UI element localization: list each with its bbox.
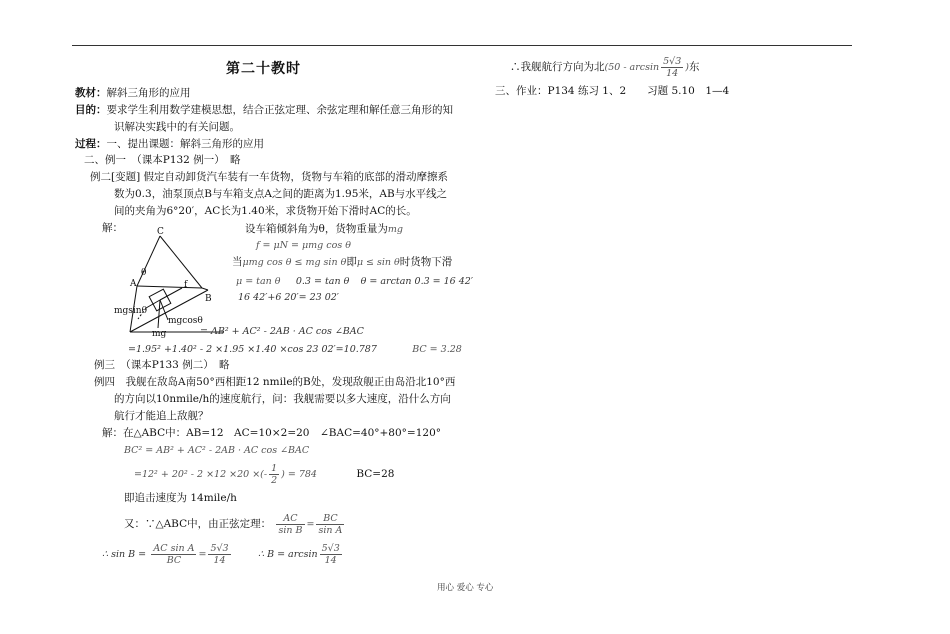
ship-direction-line [510,55,699,80]
ex2-result: BC = 3.28 [412,344,462,355]
ex2-line-1: 例二[变题] 假定自动卸货汽车装有一车货物，货物与车箱的底部的滑动摩擦系 [90,171,449,183]
ex4-solution-line: 解：在△ABC中：AB=12 AC=10×2=20 ∠BAC=40°+80°=120° [102,427,442,439]
ex4-sine-left-fraction [276,513,304,536]
ex4-calc-1: =12² + 20² - 2 ×12 ×20 ×(- [134,469,268,480]
parallel-component-vector [146,300,160,308]
bed-tip [202,288,208,290]
ex2-setup-line [245,222,403,237]
ex4-sine-rnum: BC [316,513,344,525]
direction-text: ∴我舰航行方向为北 [510,61,605,73]
label-f: f [184,280,188,290]
ex4-sinb-vden: 14 [213,554,226,566]
ex2-tan-line [236,274,473,289]
ex4-speed-line: 即追击速度为 14mile/h [124,492,237,504]
ex4-sine-lden: sin B [278,524,303,536]
homework-line: 三、作业：P134 练习 1、2 习题 5.10 1—4 [495,85,730,97]
ex2-when-1: 当 [232,256,243,268]
process-label: 过程： [75,138,107,150]
ex4-b-num: 5√3 [321,542,340,554]
ex2-line-2: 数为0.3，油泵顶点B与车箱支点A之间的距离为1.95米，AB与水平线之 [114,188,448,200]
goal-label: 目的： [75,104,107,116]
ex4-b-den: 14 [324,554,337,566]
label-c: C [157,227,164,237]
material-text: 解斜三角形的应用 [106,87,191,99]
ex4-sine-lnum: AC [276,513,304,525]
direction-east: 东 [688,61,700,73]
ex2-when-4: μ ≤ sin θ [356,257,400,268]
ex4-sinb-eq: = [198,549,207,560]
ex2-tan-2: 0.3 = tan θ [295,276,350,287]
ex4-sine-right-fraction [316,513,344,536]
ex4-calc-num: 1 [271,462,278,474]
ex2-calc: =1.95² +1.40² - 2 ×1.95 ×1.40 ×cos 23 02′=10.787 [128,344,377,355]
ex2-setup-mg: mg [387,224,403,235]
ex4-bc: BC=28 [356,468,395,480]
ex4-line-1: 例四 我舰在敌岛A南50°西相距12 nmile的B处，发现敌舰正由岛沿北10°西 [94,376,456,388]
ex2-when-5: 时货物下滑 [399,256,453,268]
ex4-sinb-line [102,542,233,567]
ex4-sinb-fraction [151,543,196,566]
ex2-setup-text: 设车箱倾斜角为θ，货物重量为 [245,223,388,235]
ex4-sine-law-line: 又：∵△ABC中，由正弦定理： $\frac{AC}{\text{sin B}}$ = $\frac{BC}{\text{sin A}}$ [124,512,343,536]
label-b: B [205,294,212,304]
normal-component-vector [160,300,168,320]
side-ab [137,286,202,288]
goal-line-2: 识解决实践中的有关问题。 [114,121,240,133]
direction-fraction [661,56,683,79]
page-title: 第二十教时 [226,61,301,77]
ex2-line-3: 间的夹角为6°20′，AC长为1.40米，求货物开始下滑时AC的长。 [114,205,417,217]
ex4-line-3: 航行才能追上敌舰？ [114,410,209,422]
ex2-calc-line [128,342,462,357]
label-a: A [130,279,137,289]
ex4-sine-rden: sin A [318,524,343,536]
ex4-sinb-vnum: 5√3 [210,542,229,554]
ex3-line: 例三 （课本P133 例二） 略 [94,359,230,371]
ex2-friction-formula: f = μN = μmg cos θ [256,240,351,251]
ex2-when-3: 即 [346,256,357,268]
direction-close: ) [685,62,689,73]
ex2-tan-3: θ = arctan 0.3 = 16 42′ [360,276,473,287]
truck-force-diagram [108,224,230,340]
page-footer: 用心 爱心 专心 [437,583,494,593]
ex4-calc-2: ) = 784 [281,469,317,480]
ex2-solution-label: 解： [102,222,123,234]
goal-text-1: 要求学生利用数学建模思想，结合正弦定理、余弦定理和解任意三角形的知 [106,104,453,116]
ex4-calc-line [134,462,394,487]
ex4-sine-intro: 又：∵△ABC中，由正弦定理： [124,518,272,530]
goal-line-1 [75,103,453,117]
process-text: 一、提出课题：解斜三角形的应用 [106,138,264,150]
step2-line: 二、例一 （课本P132 例一） 略 [84,154,241,166]
ex4-sinb-num: AC sin A [153,542,195,554]
ex4-b-line [258,542,344,567]
direction-den: 14 [666,67,679,79]
ex2-slide-condition [232,255,452,270]
side-ca [137,236,160,286]
label-mgcos: mgcosθ [168,316,203,326]
ex2-angle-sum: 16 42′+6 20′= 23 02′ [238,292,339,303]
ex4-sinb-value [208,543,230,566]
ex2-cosine-law: = AB² + AC² - 2AB · AC cos ∠BAC [200,326,364,337]
ex4-calc-den: 2 [271,474,278,486]
direction-num: 5√3 [663,55,682,67]
ex2-when-2: μmg cos θ ≤ mg sin θ [242,257,347,268]
side-cb [160,236,202,288]
ex4-line-2: 的方向以10nmile/h的速度航行，问：我舰需要以多大速度，沿什么方向 [114,393,451,405]
label-mgsin: mgsinθ [114,306,148,316]
gravity-vector [158,300,160,328]
header-rule [72,45,852,46]
direction-formula: (50 - arcsin [604,62,660,73]
ex4-cosine-law: BC² = AB² + AC² - 2AB · AC cos ∠BAC [124,445,310,456]
process-line [75,137,264,151]
material-line [75,86,191,100]
label-mg: mg [152,329,167,339]
ex4-calc-fraction [269,463,279,486]
material-label: 教材： [75,87,107,99]
ex4-b-pre: ∴ B = arcsin [258,549,318,560]
label-theta: θ [141,268,147,278]
ex4-b-fraction [320,543,342,566]
ex4-sinb-den: BC [166,554,182,566]
ex4-sinb-pre: ∴ sin B = [102,549,147,560]
ex2-tan-1: μ = tan θ [236,276,281,287]
